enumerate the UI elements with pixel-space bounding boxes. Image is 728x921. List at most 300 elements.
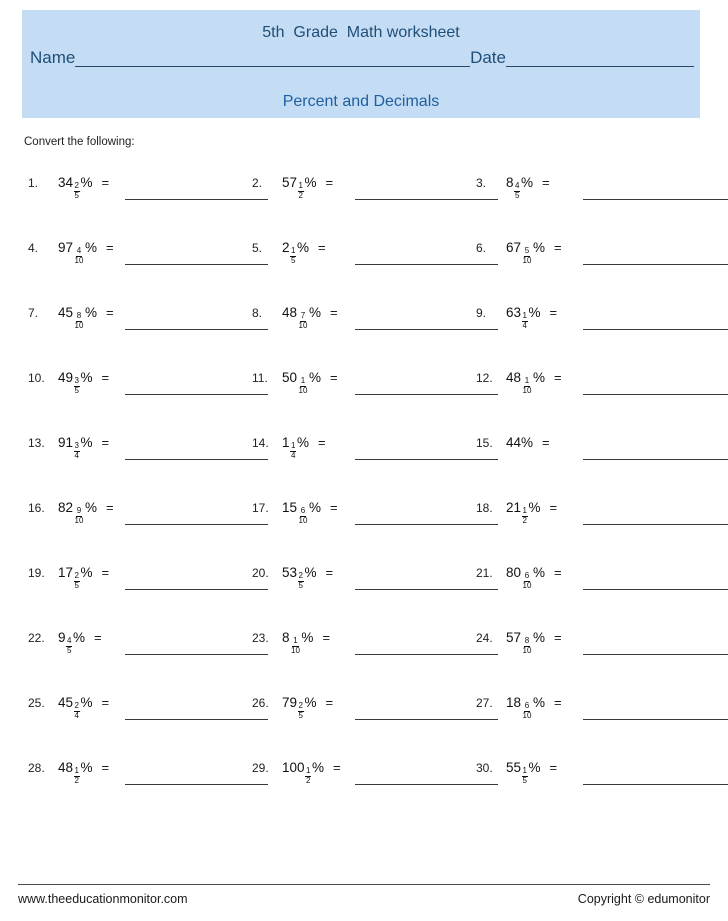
fraction-numerator: 8 [76, 311, 82, 320]
fraction-numerator: 2 [298, 571, 303, 580]
fraction-denominator: 10 [298, 516, 308, 525]
fraction [514, 182, 520, 200]
percent-sign: % [72, 630, 85, 645]
problem-expression [58, 367, 93, 394]
fraction [74, 507, 85, 525]
fraction-denominator: 4 [291, 451, 296, 460]
whole-number: 79 [282, 695, 298, 710]
fraction [74, 182, 80, 200]
fraction-numerator: 2 [298, 701, 303, 710]
problem-expression [58, 172, 93, 199]
fraction-denominator: 5 [74, 191, 79, 200]
equals-sign: = [317, 240, 326, 255]
equals-sign: = [101, 435, 110, 450]
problem-item [476, 562, 720, 606]
answer-blank[interactable] [125, 264, 268, 265]
whole-number: 50 [282, 370, 298, 385]
whole-number: 45 [58, 695, 74, 710]
problem-row [0, 562, 728, 627]
problem-expression [58, 237, 97, 264]
problem-expression [58, 562, 93, 589]
problem-expression [58, 432, 93, 459]
percent-sign: % [80, 760, 93, 775]
problem-expression [282, 367, 321, 394]
fraction [522, 247, 533, 265]
problem-number: 26. [252, 696, 269, 710]
percent-sign: % [304, 175, 317, 190]
fraction-denominator: 5 [515, 191, 520, 200]
problem-expression [506, 432, 533, 454]
problem-number: 19. [28, 566, 45, 580]
problem-expression [58, 302, 97, 329]
percent-sign: % [528, 305, 541, 320]
answer-blank[interactable] [583, 199, 728, 200]
fraction [74, 702, 80, 720]
problem-item [252, 692, 484, 736]
equals-sign: = [553, 370, 562, 385]
percent-sign: % [84, 240, 97, 255]
whole-number: 34 [58, 175, 74, 190]
answer-blank[interactable] [125, 394, 268, 395]
fraction [66, 637, 72, 655]
problem-item [252, 627, 484, 671]
percent-sign: % [532, 240, 545, 255]
answer-blank[interactable] [583, 784, 728, 785]
name-date-row [30, 48, 694, 68]
whole-number: 9 [58, 630, 66, 645]
fraction-numerator: 1 [300, 376, 306, 385]
fraction-denominator: 10 [522, 581, 532, 590]
fraction [74, 247, 85, 265]
percent-sign: % [311, 760, 324, 775]
fraction-denominator: 5 [74, 581, 79, 590]
fraction [522, 312, 528, 330]
problem-item [252, 237, 484, 281]
fraction-denominator: 2 [522, 516, 527, 525]
problem-expression [506, 692, 545, 719]
problem-expression [282, 432, 309, 459]
footer-website: www.theeducationmonitor.com [18, 892, 188, 906]
problem-row [0, 432, 728, 497]
problem-number: 2. [252, 176, 263, 190]
problem-row [0, 302, 728, 367]
footer-divider [18, 884, 710, 885]
problem-item [476, 302, 720, 346]
problem-item [476, 172, 720, 216]
problem-row [0, 627, 728, 692]
fraction-denominator: 5 [74, 386, 79, 395]
problem-item [28, 692, 260, 736]
percent-sign: % [301, 630, 314, 645]
problem-expression [282, 172, 317, 199]
fraction [290, 247, 296, 265]
whole-number: 57 [282, 175, 298, 190]
problem-expression [282, 757, 324, 784]
fraction [74, 767, 80, 785]
fraction-numerator: 1 [74, 766, 79, 775]
percent-sign: % [80, 175, 93, 190]
worksheet-subtitle: Percent and Decimals [282, 93, 440, 110]
problem-number: 16. [28, 501, 45, 515]
fraction-numerator: 1 [522, 766, 527, 775]
whole-number: 18 [506, 695, 522, 710]
fraction-denominator: 10 [522, 386, 532, 395]
percent-sign: % [80, 695, 93, 710]
fraction [74, 312, 85, 330]
problem-number: 11. [252, 371, 268, 385]
fraction-numerator: 8 [524, 636, 530, 645]
problem-number: 8. [252, 306, 263, 320]
problem-item [476, 692, 720, 736]
problem-number: 15. [476, 436, 493, 450]
problem-item [28, 757, 260, 801]
problem-item [476, 367, 720, 411]
problem-number: 3. [476, 176, 487, 190]
problem-item [252, 757, 484, 801]
problem-number: 4. [28, 241, 39, 255]
answer-blank[interactable] [125, 654, 268, 655]
percent-sign: % [304, 695, 317, 710]
whole-number: 45 [58, 305, 74, 320]
fraction-denominator: 4 [74, 711, 79, 720]
fraction-denominator: 5 [298, 581, 303, 590]
fraction-numerator: 6 [524, 701, 530, 710]
fraction-numerator: 6 [300, 506, 306, 515]
problem-number: 27. [476, 696, 493, 710]
fraction-numerator: 1 [293, 636, 298, 645]
problem-item [28, 627, 260, 671]
equals-sign: = [322, 630, 331, 645]
date-input-line[interactable] [506, 49, 694, 67]
percent-sign: % [80, 565, 93, 580]
equals-sign: = [325, 565, 334, 580]
whole-number: 49 [58, 370, 74, 385]
whole-number: 48 [506, 370, 522, 385]
equals-sign: = [105, 305, 114, 320]
problem-item [252, 172, 484, 216]
problem-number: 18. [476, 501, 493, 515]
answer-blank[interactable] [583, 459, 728, 460]
problem-number: 5. [252, 241, 263, 255]
fraction [522, 507, 528, 525]
equals-sign: = [333, 760, 341, 775]
whole-number: 48 [58, 760, 74, 775]
name-input-line[interactable] [75, 49, 470, 67]
fraction-numerator: 2 [74, 701, 79, 710]
whole-number: 8 [282, 630, 290, 645]
fraction [74, 572, 80, 590]
problem-expression [282, 692, 317, 719]
problem-item [28, 172, 260, 216]
equals-sign: = [101, 565, 110, 580]
problem-number: 25. [28, 696, 45, 710]
fraction-numerator: 2 [74, 571, 79, 580]
fraction-denominator: 5 [522, 776, 527, 785]
fraction-denominator: 10 [74, 516, 84, 525]
fraction [522, 637, 533, 655]
whole-number: 53 [282, 565, 298, 580]
fraction-numerator: 2 [74, 181, 79, 190]
problem-expression [506, 302, 541, 329]
problem-expression [506, 172, 533, 199]
fraction-numerator: 4 [67, 636, 72, 645]
fraction-denominator: 10 [522, 646, 532, 655]
problem-number: 13. [28, 436, 45, 450]
equals-sign: = [93, 630, 102, 645]
fraction-denominator: 4 [74, 451, 79, 460]
date-label: Date [470, 48, 506, 67]
whole-number: 67 [506, 240, 522, 255]
problem-number: 14. [252, 436, 269, 450]
answer-blank[interactable] [125, 719, 268, 720]
whole-number: 100 [282, 760, 305, 775]
equals-sign: = [549, 500, 558, 515]
equals-sign: = [553, 695, 562, 710]
fraction-denominator: 10 [298, 386, 308, 395]
problem-item [28, 432, 260, 476]
percent-sign: % [84, 305, 97, 320]
problem-expression [58, 627, 85, 654]
fraction-denominator: 2 [74, 776, 79, 785]
fraction-numerator: 1 [306, 766, 311, 775]
percent-sign: % [296, 435, 309, 450]
answer-blank[interactable] [583, 329, 728, 330]
fraction-numerator: 1 [298, 181, 303, 190]
answer-blank[interactable] [125, 199, 268, 200]
problem-expression [58, 757, 93, 784]
answer-blank[interactable] [125, 524, 268, 525]
fraction-numerator: 6 [524, 571, 530, 580]
problem-expression [282, 627, 313, 654]
percent-sign: % [532, 370, 545, 385]
fraction-denominator: 10 [522, 256, 532, 265]
fraction-numerator: 3 [74, 441, 79, 450]
fraction-numerator: 1 [522, 506, 527, 515]
fraction [74, 442, 80, 460]
problem-number: 28. [28, 761, 45, 775]
whole-number: 8 [506, 175, 514, 190]
problem-row [0, 757, 728, 822]
whole-number: 1 [282, 435, 290, 450]
problem-number: 30. [476, 761, 493, 775]
problem-number: 9. [476, 306, 487, 320]
fraction-numerator: 4 [515, 181, 520, 190]
equals-sign: = [101, 760, 110, 775]
answer-blank[interactable] [583, 524, 728, 525]
whole-number: 80 [506, 565, 522, 580]
problem-item [252, 302, 484, 346]
problem-expression [506, 627, 545, 654]
problem-expression [282, 237, 309, 264]
problem-expression [282, 302, 321, 329]
equals-sign: = [101, 370, 110, 385]
instruction-text: Convert the following: [24, 136, 135, 148]
fraction [290, 442, 296, 460]
equals-sign: = [329, 305, 338, 320]
worksheet-title: 5th Grade Math worksheet [262, 24, 460, 41]
problem-number: 23. [252, 631, 269, 645]
problem-item [476, 237, 720, 281]
fraction-numerator: 1 [291, 441, 296, 450]
problem-expression [506, 367, 545, 394]
fraction-denominator: 10 [522, 711, 532, 720]
fraction [298, 312, 309, 330]
fraction [522, 377, 533, 395]
fraction [522, 572, 533, 590]
fraction [298, 572, 304, 590]
fraction-denominator: 10 [74, 321, 84, 330]
problem-number: 1. [28, 176, 39, 190]
whole-number: 91 [58, 435, 74, 450]
answer-blank[interactable] [583, 589, 728, 590]
problem-row [0, 367, 728, 432]
fraction-denominator: 5 [67, 646, 72, 655]
problem-row [0, 497, 728, 562]
percent-sign: % [532, 565, 545, 580]
problem-row [0, 172, 728, 237]
fraction-denominator: 5 [291, 256, 296, 265]
whole-number: 63 [506, 305, 522, 320]
whole-number: 44 [506, 435, 522, 450]
percent-sign: % [520, 175, 533, 190]
equals-sign: = [542, 435, 550, 450]
percent-sign: % [296, 240, 309, 255]
problem-expression [506, 757, 541, 784]
problem-row [0, 692, 728, 757]
fraction-denominator: 10 [298, 321, 308, 330]
problem-number: 12. [476, 371, 493, 385]
percent-sign: % [80, 435, 93, 450]
percent-sign: % [521, 435, 534, 450]
fraction [290, 637, 301, 655]
whole-number: 15 [282, 500, 298, 515]
problem-expression [506, 497, 541, 524]
problem-item [28, 497, 260, 541]
answer-blank[interactable] [583, 719, 728, 720]
fraction-numerator: 4 [76, 246, 82, 255]
percent-sign: % [308, 370, 321, 385]
problem-number: 10. [28, 371, 45, 385]
problem-item [476, 497, 720, 541]
fraction-denominator: 2 [306, 776, 311, 785]
answer-blank[interactable] [583, 264, 728, 265]
problem-item [252, 497, 484, 541]
problem-expression [506, 237, 545, 264]
equals-sign: = [105, 240, 114, 255]
whole-number: 55 [506, 760, 522, 775]
fraction-numerator: 3 [74, 376, 79, 385]
problem-expression [282, 497, 321, 524]
problem-expression [506, 562, 545, 589]
whole-number: 82 [58, 500, 74, 515]
whole-number: 21 [506, 500, 522, 515]
fraction-numerator: 1 [522, 311, 527, 320]
whole-number: 48 [282, 305, 298, 320]
answer-blank[interactable] [125, 459, 268, 460]
problem-row [0, 237, 728, 302]
equals-sign: = [325, 695, 334, 710]
problem-item [476, 627, 720, 671]
equals-sign: = [329, 370, 338, 385]
problem-item [28, 237, 260, 281]
equals-sign: = [553, 565, 562, 580]
problem-item [252, 432, 484, 476]
equals-sign: = [553, 630, 562, 645]
fraction [522, 702, 533, 720]
fraction-denominator: 10 [291, 646, 300, 655]
problem-expression [282, 562, 317, 589]
problem-number: 29. [252, 761, 269, 775]
fraction-numerator: 5 [524, 246, 530, 255]
answer-blank[interactable] [125, 589, 268, 590]
equals-sign: = [101, 695, 110, 710]
answer-blank[interactable] [125, 784, 268, 785]
percent-sign: % [528, 500, 541, 515]
problem-number: 7. [28, 306, 39, 320]
fraction-numerator: 1 [291, 246, 296, 255]
equals-sign: = [549, 760, 558, 775]
percent-sign: % [80, 370, 93, 385]
fraction-numerator: 7 [300, 311, 306, 320]
fraction [305, 767, 311, 785]
fraction-denominator: 2 [298, 191, 303, 200]
equals-sign: = [105, 500, 114, 515]
equals-sign: = [329, 500, 338, 515]
worksheet-header-banner [22, 10, 700, 118]
fraction [298, 377, 309, 395]
equals-sign: = [317, 435, 326, 450]
percent-sign: % [304, 565, 317, 580]
fraction [522, 767, 528, 785]
whole-number: 57 [506, 630, 522, 645]
percent-sign: % [528, 760, 541, 775]
fraction [74, 377, 80, 395]
problem-number: 22. [28, 631, 45, 645]
problem-expression [58, 497, 97, 524]
problem-item [28, 302, 260, 346]
answer-blank[interactable] [125, 329, 268, 330]
problem-number: 6. [476, 241, 487, 255]
fraction-denominator: 5 [298, 711, 303, 720]
answer-blank[interactable] [583, 654, 728, 655]
percent-sign: % [308, 500, 321, 515]
problem-item [28, 367, 260, 411]
footer-copyright: Copyright © edumonitor [577, 892, 710, 906]
name-label: Name [30, 48, 76, 67]
problem-grid [0, 172, 728, 822]
fraction-numerator: 1 [524, 376, 530, 385]
fraction-denominator: 10 [74, 256, 84, 265]
problem-number: 24. [476, 631, 493, 645]
problem-item [252, 367, 484, 411]
problem-expression [58, 692, 93, 719]
problem-item [476, 432, 720, 476]
problem-number: 17. [252, 501, 269, 515]
equals-sign: = [553, 240, 562, 255]
answer-blank[interactable] [583, 394, 728, 395]
problem-item [476, 757, 720, 801]
equals-sign: = [101, 175, 110, 190]
problem-number: 20. [252, 566, 269, 580]
problem-item [28, 562, 260, 606]
fraction [298, 182, 304, 200]
percent-sign: % [532, 630, 545, 645]
fraction [298, 702, 304, 720]
problem-number: 21. [476, 566, 493, 580]
percent-sign: % [84, 500, 97, 515]
percent-sign: % [532, 695, 545, 710]
equals-sign: = [541, 175, 550, 190]
